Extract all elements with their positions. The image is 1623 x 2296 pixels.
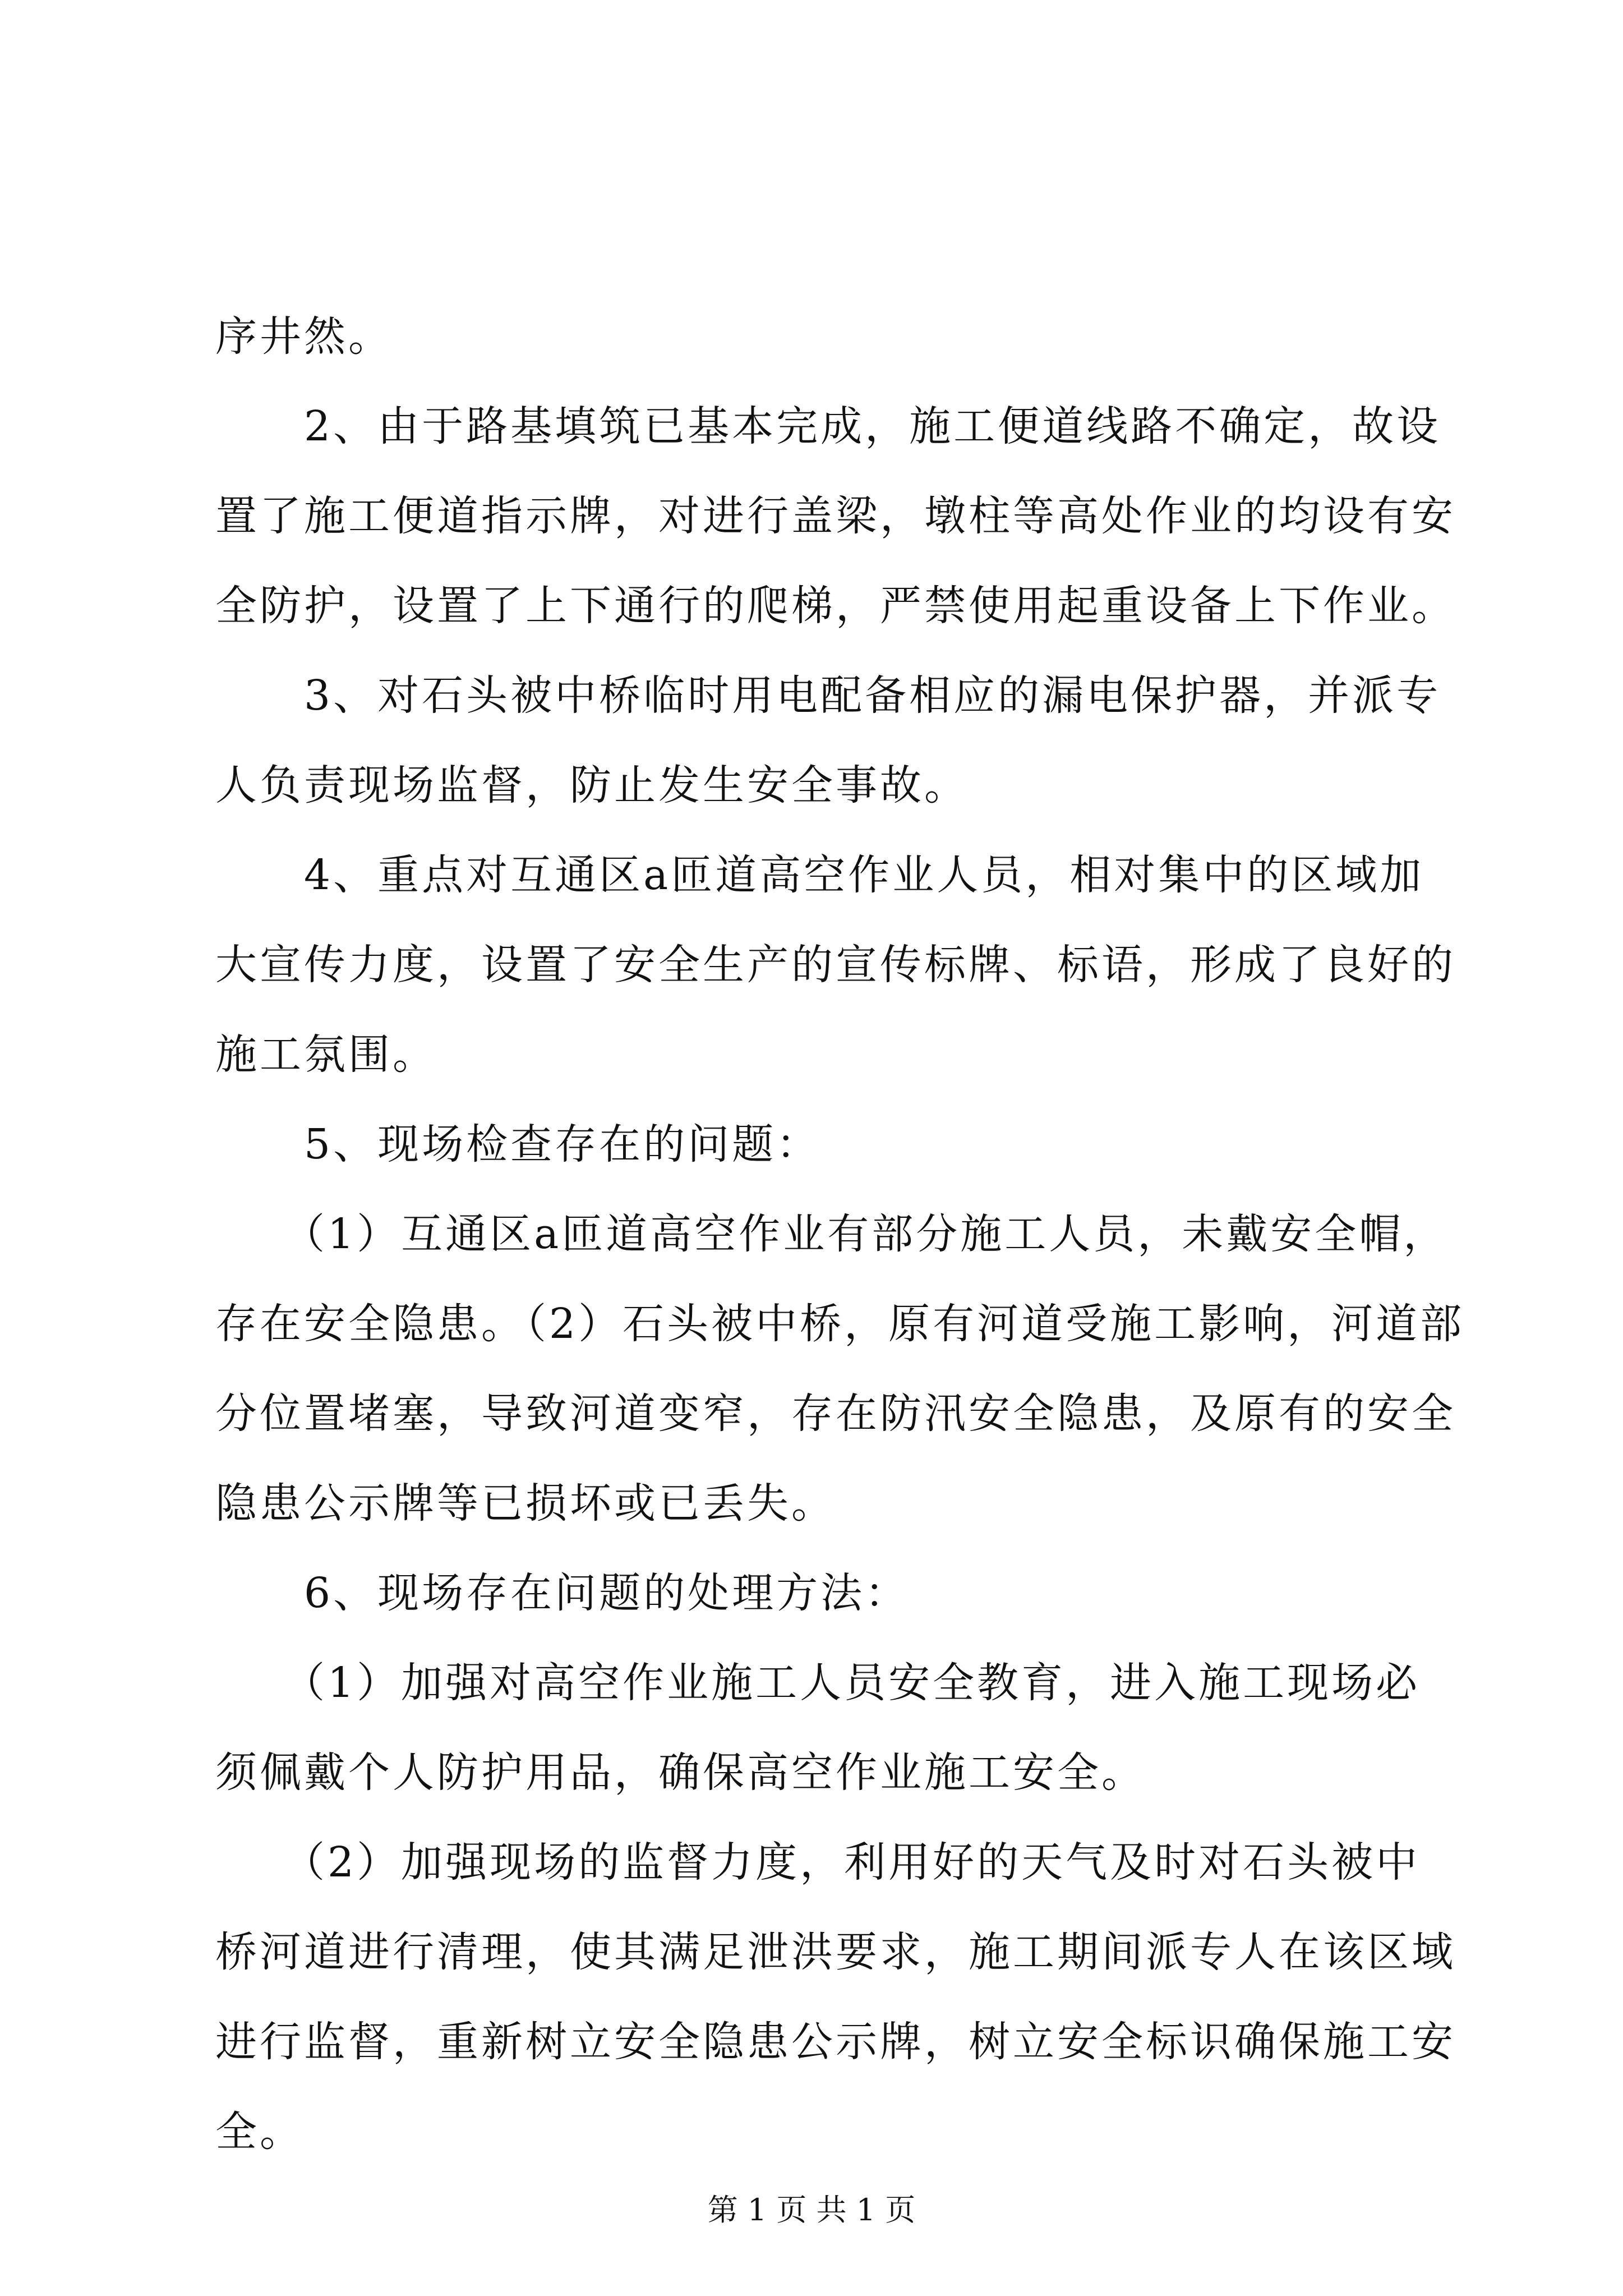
text-line: 全。 xyxy=(215,2108,304,2156)
text-line: 人负责现场监督，防止发生安全事故。 xyxy=(215,761,969,809)
text-line: 隐患公示牌等已损坏或已丢失。 xyxy=(215,1479,836,1527)
text-line: 桥河道进行清理，使其满足泄洪要求，施工期间派专人在该区域 xyxy=(215,1928,1456,1976)
text-line: （2）加强现场的监督力度，利用好的天气及时对石头被中 xyxy=(215,1838,1421,1887)
text-line: （1）互通区a匝道高空作业有部分施工人员，未戴安全帽， xyxy=(215,1210,1448,1258)
text-line: 存在安全隐患。（2）石头被中桥，原有河道受施工影响，河道部 xyxy=(215,1300,1465,1348)
text-line: 5、现场检查存在的问题： xyxy=(215,1120,821,1168)
text-line: 2、由于路基填筑已基本完成，施工便道线路不确定，故设 xyxy=(215,402,1441,450)
text-line: 3、对石头被中桥临时用电配备相应的漏电保护器，并派专 xyxy=(215,671,1441,720)
text-line: 全防护，设置了上下通行的爬梯，严禁使用起重设备上下作业。 xyxy=(215,582,1456,630)
text-line: 6、现场存在问题的处理方法： xyxy=(215,1569,910,1617)
text-line: （1）加强对高空作业施工人员安全教育，进入施工现场必 xyxy=(215,1659,1421,1707)
text-line: 序井然。 xyxy=(215,312,393,361)
text-line: 大宣传力度，设置了安全生产的宣传标牌、标语，形成了良好的 xyxy=(215,941,1456,989)
page-number-footer: 第 1 页 共 1 页 xyxy=(707,2192,916,2228)
text-line: 置了施工便道指示牌，对进行盖梁，墩柱等高处作业的均设有安 xyxy=(215,492,1456,540)
text-line: 分位置堵塞，导致河道变窄，存在防汛安全隐患，及原有的安全 xyxy=(215,1389,1456,1438)
text-line: 4、重点对互通区a匝道高空作业人员，相对集中的区域加 xyxy=(215,851,1424,899)
text-line: 须佩戴个人防护用品，确保高空作业施工安全。 xyxy=(215,1749,1146,1797)
text-line: 进行监督，重新树立安全隐患公示牌，树立安全标识确保施工安 xyxy=(215,2018,1456,2066)
text-line: 施工氛围。 xyxy=(215,1030,437,1079)
